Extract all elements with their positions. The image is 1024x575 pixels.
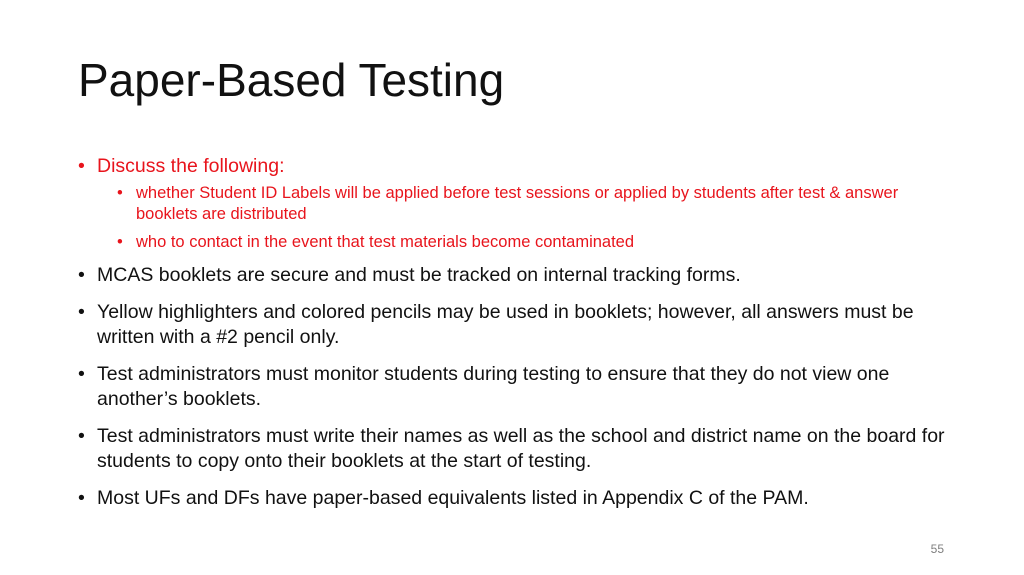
bullet-dot-icon: • [78, 425, 85, 447]
bullet-dot-icon: • [78, 363, 85, 385]
bullet-text: MCAS booklets are secure and must be tracked on internal tracking forms. [97, 264, 741, 286]
discussion-heading: Discuss the following: [97, 155, 285, 177]
discussion-item-text: whether Student ID Labels will be applied before test sessions or applied by students after test & answer booklets are distributed [136, 184, 899, 223]
bullet-text: Yellow highlighters and colored pencils may be used in booklets; however, all answers must be written with a #2 pencil only. [97, 301, 914, 348]
bullet-dot-icon: • [117, 184, 123, 202]
bullet-item [78, 486, 948, 511]
bullet-text: Most UFs and DFs have paper-based equivalents listed in Appendix C of the PAM. [97, 487, 809, 509]
bullet-dot-icon: • [78, 155, 85, 177]
bullet-item [78, 300, 948, 350]
bullet-item [78, 362, 948, 412]
discussion-item [117, 183, 948, 225]
slide-title: Paper-Based Testing [78, 54, 505, 106]
bullet-text: Test administrators must write their names as well as the school and district name on the board for students to copy onto their booklets at the start of testing. [97, 425, 945, 472]
bullet-dot-icon: • [78, 301, 85, 323]
page-number: 55 [930, 542, 944, 556]
bullet-dot-icon: • [78, 487, 85, 509]
bullet-dot-icon: • [117, 233, 123, 251]
discussion-heading-bullet [78, 154, 948, 179]
discussion-sub-list [117, 183, 948, 253]
slide-content [78, 154, 948, 523]
bullet-item [78, 263, 948, 288]
discussion-item [117, 232, 948, 253]
bullet-text: Test administrators must monitor students during testing to ensure that they do not view one another’s booklets. [97, 363, 890, 410]
bullet-dot-icon: • [78, 264, 85, 286]
bullet-item [78, 424, 948, 474]
discussion-item-text: who to contact in the event that test materials become contaminated [136, 233, 635, 251]
